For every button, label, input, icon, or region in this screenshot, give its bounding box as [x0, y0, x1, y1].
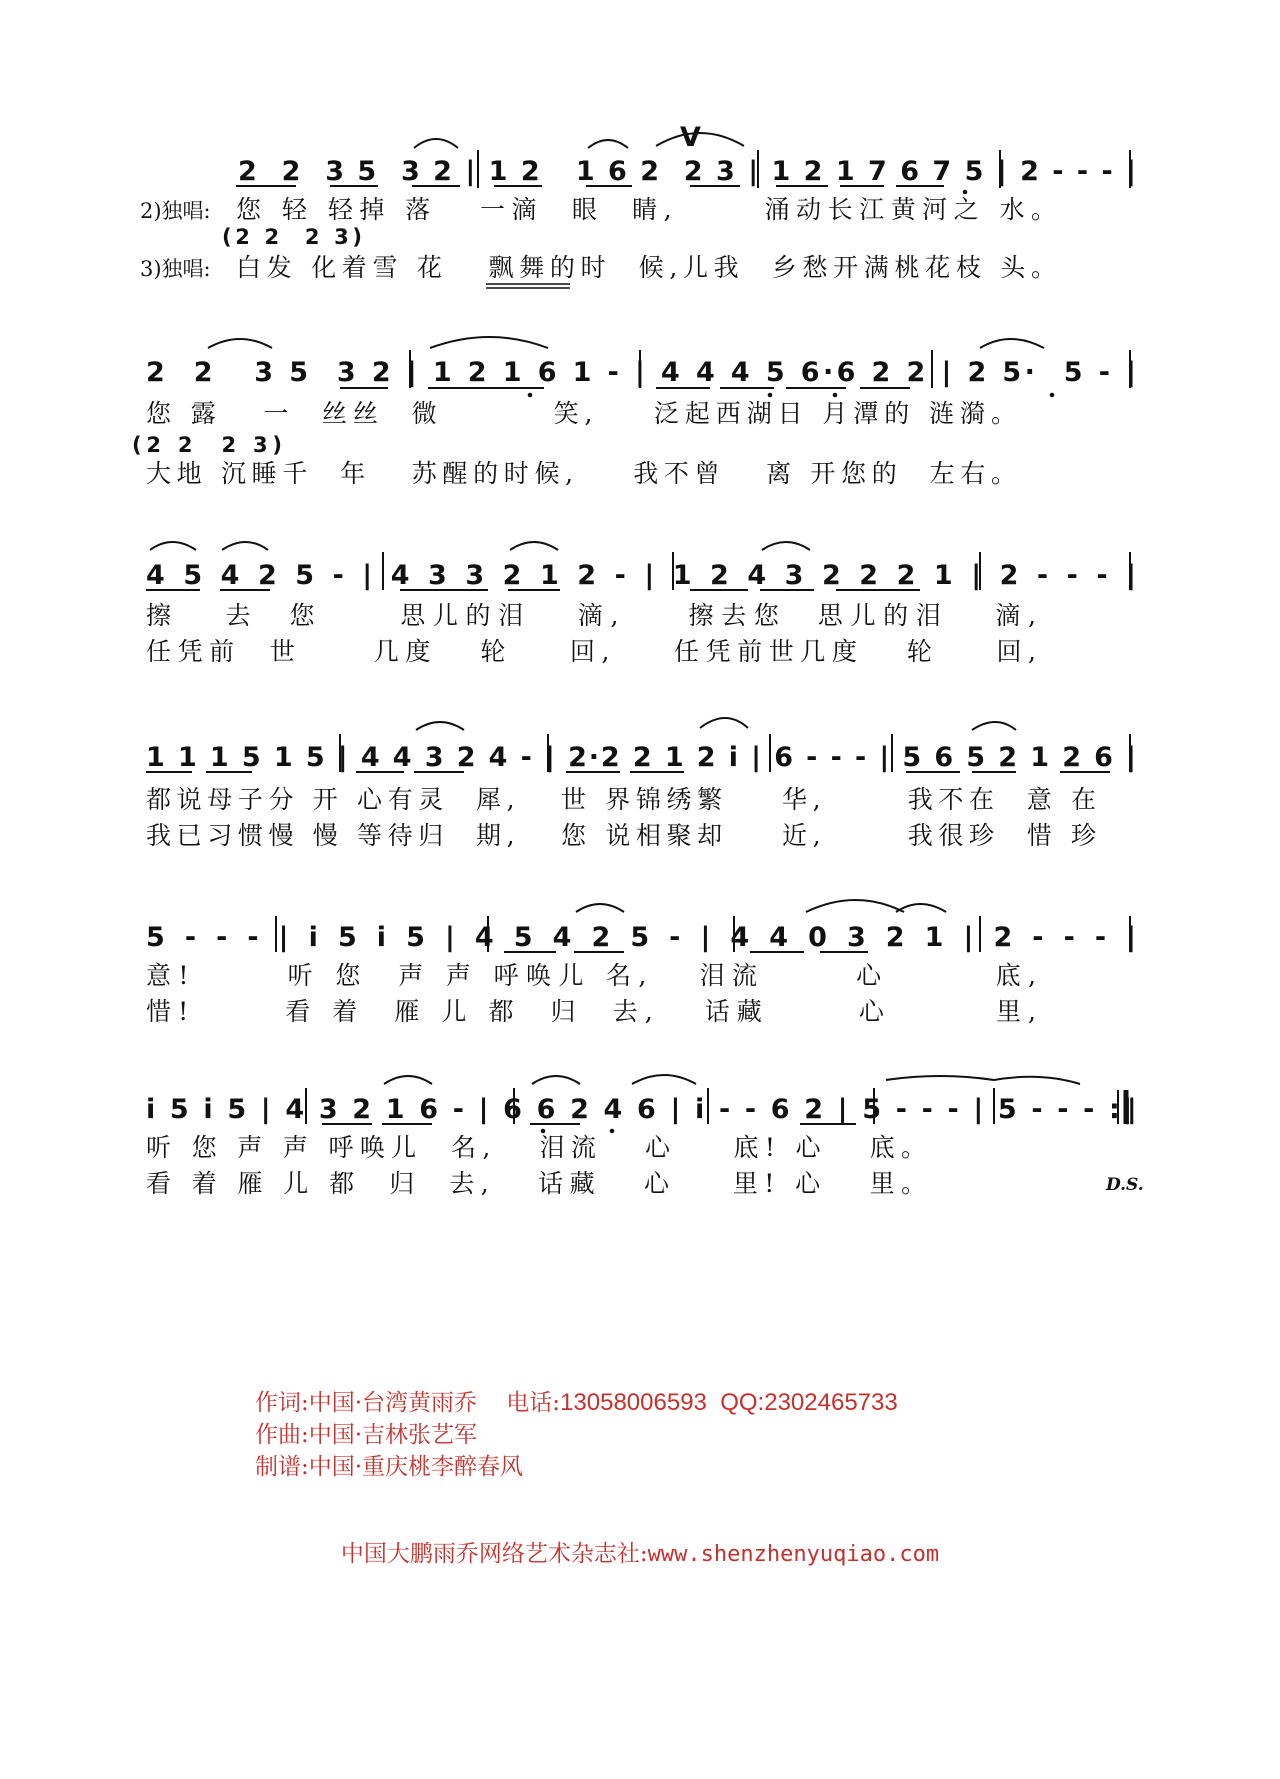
score-system-6: [146, 1075, 1144, 1198]
lyric-label-2: 3)独唱:: [140, 257, 211, 281]
lyric-row-3a: 擦 去 您 思儿的泪 滴, 擦去您 思儿的泪 滴,: [146, 601, 1036, 630]
alternate-notes-2: (2 2 2 3): [132, 433, 282, 457]
lyric-row-3b: 任凭前 世 几度 轮 回, 任凭前世几度 轮 回,: [146, 637, 1036, 666]
notes-row-2: 2 2 3 5 3 2 | 1 2 1 6 1 - | 4 4 4 5 6·6 2 2 | 2 5· 5 - |: [146, 357, 1137, 388]
lyric-row-2b: 大地 沉睡千 年 苏醒的时候, 我不曾 离 开您的 左右。: [146, 459, 1016, 488]
score-system-4: [146, 718, 1136, 850]
credits-block: [255, 1387, 1155, 1483]
lyric-row-4b: 我已习惯慢 慢 等待归 期, 您 说相聚却 近, 我很珍 惜 珍: [146, 821, 1097, 850]
lyric-row-5b: 惜! 看 着 雁 儿 都 归 去, 话藏 心 里,: [146, 997, 1037, 1026]
lyric-row-2a: 您 露 一 丝丝 微 笑, 泛起西湖日 月潭的 涟漪。: [146, 399, 1016, 428]
lyric-row-6a: 听 您 声 声 呼唤儿 名, 泪流 心 底! 心 底。: [146, 1133, 927, 1162]
contact-numbers: 13058006593 QQ:2302465733: [560, 1389, 898, 1416]
notes-row-4: 1 1 1 5 1 5 | 4 4 3 2 4 - | 2·2 2 1 2 i | 6 - - - | 5 6 5 2 1 2 6 |: [146, 742, 1136, 773]
credit-lyricist-text: 作词:中国·台湾黄雨乔 电话:: [255, 1390, 561, 1416]
credit-composer-text: 作曲:中国·吉林张艺军: [255, 1422, 478, 1448]
lyric-row-5a: 意! 听 您 声 声 呼唤儿 名, 泪流 心 底,: [146, 961, 1037, 990]
lyric-row-6b: 看 着 雁 儿 都 归 去, 话藏 心 里! 心 里。: [146, 1169, 927, 1198]
notes-row-3: 4 5 4 2 5 - | 4 3 3 2 1 2 - | 1 2 4 3 2 2 2 1 | 2 - - - |: [146, 560, 1137, 591]
credit-arranger-text: 制谱:中国·重庆桃李醉春风: [255, 1454, 524, 1480]
credit-composer: [255, 1419, 1155, 1451]
notes-row-5: 5 - - - | i 5 i 5 | 4 5 4 2 5 - | 4 4 0 3 2 1 | 2 - - - |: [146, 922, 1136, 953]
score-system-2: [132, 337, 1136, 488]
notes-row-1: 2 2 3 5 3 2 | 1 2 1 6 2 2 3 | 1 2 1 7 6 7 5 | 2 - - - |: [238, 156, 1136, 187]
alternate-notes-1: (2 2 2 3): [222, 225, 362, 249]
publisher-line: [0, 1535, 1280, 1568]
notes-row-6: i 5 i 5 | 4 3 2 1 6 - | 6 6 2 4 6 | i - - 6 2 | 5 - - - | 5 - - - :‖: [146, 1094, 1136, 1125]
score-system-1: [140, 122, 1136, 288]
lyric-row-4a: 都说母子分 开 心有灵 犀, 世 界锦绣繁 华, 我不在 意 在: [146, 785, 1097, 814]
credit-arranger: [255, 1451, 1155, 1483]
lyric-row-1a: 您 轻 轻掉 落 一滴 眼 睛, 涌动长江黄河之 水。: [236, 195, 1057, 224]
credit-lyricist: [255, 1387, 1155, 1419]
lyric-label-1: 2)独唱:: [140, 199, 211, 223]
score-system-5: [146, 900, 1136, 1026]
score-system-3: [146, 542, 1136, 666]
breath-mark: V: [680, 122, 701, 153]
publisher-name: 中国大鹏雨乔网络艺术杂志社:: [340, 1541, 648, 1567]
lyric-row-1b: 白发 化着雪 花 飘舞的时 候,儿我 乡愁开满桃花枝 头。: [236, 253, 1056, 282]
dal-segno-mark: D.S.: [1106, 1175, 1144, 1195]
publisher-url: www.shenzhenyuqiao.com: [647, 1542, 940, 1567]
